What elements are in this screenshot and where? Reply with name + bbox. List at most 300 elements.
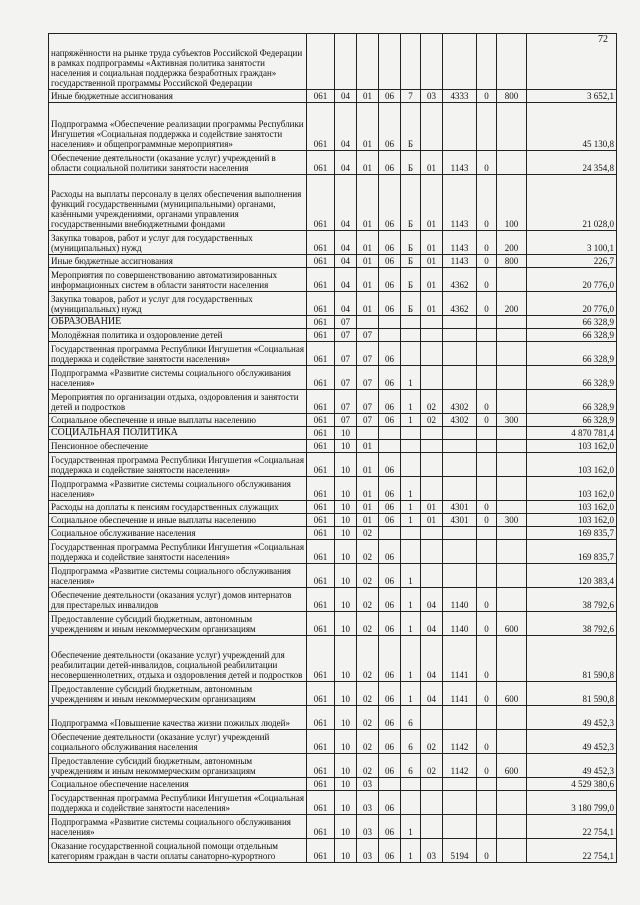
row-name: Обеспечение деятельности (оказание услуг) учреждений социального обслуживания населения	[49, 730, 307, 754]
code-cell: 01	[357, 255, 379, 268]
code-cell	[497, 730, 527, 754]
table-row	[49, 754, 617, 778]
code-cell: 6	[401, 730, 421, 754]
row-name: Закупка товаров, работ и услуг для государственных (муниципальных) нужд	[49, 231, 307, 255]
code-cell: 01	[421, 268, 443, 292]
table-row	[49, 440, 617, 453]
code-cell	[401, 540, 421, 564]
code-cell: 10	[335, 564, 357, 588]
code-cell	[421, 477, 443, 501]
code-cell	[477, 329, 497, 342]
code-cell: 5194	[443, 839, 477, 863]
code-cell: 01	[357, 453, 379, 477]
code-cell: 600	[497, 682, 527, 706]
budget-table	[48, 33, 617, 863]
code-cell	[379, 440, 401, 453]
code-cell: 061	[307, 612, 335, 636]
code-cell	[497, 151, 527, 175]
table-row	[49, 501, 617, 514]
code-cell	[443, 34, 477, 90]
code-cell: 06	[379, 268, 401, 292]
code-cell	[477, 453, 497, 477]
code-cell	[357, 34, 379, 90]
code-cell: Б	[401, 151, 421, 175]
code-cell: 10	[335, 839, 357, 863]
code-cell: 1141	[443, 636, 477, 682]
code-cell: 06	[379, 175, 401, 231]
code-cell	[401, 329, 421, 342]
code-cell: 061	[307, 588, 335, 612]
code-cell: 10	[335, 527, 357, 540]
code-cell	[497, 477, 527, 501]
code-cell: 10	[335, 706, 357, 730]
code-cell	[477, 778, 497, 791]
amount-cell: 20 776,0	[527, 268, 617, 292]
code-cell	[401, 34, 421, 90]
row-name: Обеспечение деятельности (оказание услуг) учреждений для реабилитации детей-инвалидов, социальной реабилитации несовершеннолетних, отдыха и оздоровления детей и подростков	[49, 636, 307, 682]
table-row	[49, 453, 617, 477]
code-cell: 03	[357, 815, 379, 839]
amount-cell: 21 028,0	[527, 175, 617, 231]
code-cell	[335, 34, 357, 90]
amount-cell: 20 776,0	[527, 292, 617, 316]
code-cell: 06	[379, 90, 401, 103]
table-row	[49, 636, 617, 682]
code-cell	[497, 453, 527, 477]
code-cell: 0	[477, 414, 497, 427]
code-cell	[497, 540, 527, 564]
code-cell: 02	[357, 730, 379, 754]
code-cell: 061	[307, 839, 335, 863]
code-cell	[477, 342, 497, 366]
code-cell	[497, 588, 527, 612]
code-cell: 061	[307, 103, 335, 151]
code-cell: 1	[401, 501, 421, 514]
code-cell	[497, 839, 527, 863]
code-cell: 10	[335, 514, 357, 527]
code-cell: 07	[357, 342, 379, 366]
code-cell: 1141	[443, 682, 477, 706]
table-row	[49, 839, 617, 863]
code-cell: 6	[401, 706, 421, 730]
code-cell: 04	[421, 636, 443, 682]
code-cell: 061	[307, 501, 335, 514]
code-cell: 0	[477, 151, 497, 175]
code-cell	[379, 427, 401, 440]
code-cell: 061	[307, 390, 335, 414]
amount-cell: 4 870 781,4	[527, 427, 617, 440]
code-cell: 07	[357, 329, 379, 342]
code-cell: 300	[497, 514, 527, 527]
row-name: СОЦИАЛЬНАЯ ПОЛИТИКА	[49, 427, 307, 440]
row-name: Государственная программа Республики Ингушетия «Социальная поддержка и содействие занятости населения»	[49, 342, 307, 366]
code-cell: 02	[357, 706, 379, 730]
code-cell	[477, 103, 497, 151]
code-cell	[477, 427, 497, 440]
code-cell: 061	[307, 706, 335, 730]
code-cell: 1	[401, 366, 421, 390]
code-cell: 07	[357, 414, 379, 427]
amount-cell: 49 452,3	[527, 706, 617, 730]
code-cell	[443, 366, 477, 390]
code-cell: 061	[307, 477, 335, 501]
code-cell: 06	[379, 540, 401, 564]
code-cell: 07	[335, 316, 357, 329]
row-name: Иные бюджетные ассигнования	[49, 255, 307, 268]
table-row	[49, 427, 617, 440]
table-row	[49, 292, 617, 316]
code-cell: 01	[357, 175, 379, 231]
code-cell: 200	[497, 231, 527, 255]
code-cell: 04	[335, 175, 357, 231]
code-cell	[401, 453, 421, 477]
code-cell: 1140	[443, 588, 477, 612]
row-name: Социальное обслуживание населения	[49, 527, 307, 540]
code-cell: 600	[497, 612, 527, 636]
code-cell: 1	[401, 414, 421, 427]
code-cell	[421, 453, 443, 477]
code-cell: 01	[357, 501, 379, 514]
code-cell: 061	[307, 231, 335, 255]
code-cell: 06	[379, 730, 401, 754]
code-cell: 4301	[443, 514, 477, 527]
code-cell: 06	[379, 564, 401, 588]
code-cell: 10	[335, 588, 357, 612]
table-row	[49, 414, 617, 427]
table-row	[49, 778, 617, 791]
row-name: Государственная программа Республики Ингушетия «Социальная поддержка и содействие занятости населения»	[49, 540, 307, 564]
code-cell: 10	[335, 754, 357, 778]
code-cell: 07	[335, 366, 357, 390]
table-row	[49, 342, 617, 366]
amount-cell: 3 100,1	[527, 231, 617, 255]
code-cell	[443, 316, 477, 329]
code-cell: 1142	[443, 754, 477, 778]
row-name: Подпрограмма «Развитие системы социального обслуживания населения»	[49, 564, 307, 588]
table-row	[49, 564, 617, 588]
code-cell: 061	[307, 316, 335, 329]
code-cell: Б	[401, 175, 421, 231]
code-cell: 10	[335, 453, 357, 477]
row-name: Молодёжная политика и оздоровление детей	[49, 329, 307, 342]
code-cell	[497, 268, 527, 292]
amount-cell: 81 590,8	[527, 682, 617, 706]
code-cell: 1	[401, 612, 421, 636]
amount-cell	[527, 34, 617, 90]
amount-cell: 22 754,1	[527, 839, 617, 863]
code-cell	[477, 706, 497, 730]
amount-cell: 66 328,9	[527, 366, 617, 390]
code-cell	[443, 427, 477, 440]
code-cell: 0	[477, 730, 497, 754]
code-cell: 01	[357, 292, 379, 316]
code-cell: 10	[335, 540, 357, 564]
code-cell: 061	[307, 427, 335, 440]
code-cell: 4302	[443, 414, 477, 427]
code-cell	[477, 477, 497, 501]
code-cell	[497, 427, 527, 440]
code-cell: 0	[477, 754, 497, 778]
code-cell: 10	[335, 427, 357, 440]
amount-cell: 38 792,6	[527, 588, 617, 612]
code-cell	[477, 316, 497, 329]
code-cell: 10	[335, 440, 357, 453]
code-cell: 061	[307, 564, 335, 588]
table-row	[49, 103, 617, 151]
code-cell	[443, 477, 477, 501]
code-cell	[401, 427, 421, 440]
row-name: Предоставление субсидий бюджетным, автономным учреждениям и иным некоммерческим организациям	[49, 682, 307, 706]
code-cell: 1140	[443, 612, 477, 636]
amount-cell: 169 835,7	[527, 540, 617, 564]
code-cell: 06	[379, 151, 401, 175]
code-cell	[443, 540, 477, 564]
code-cell: 03	[421, 839, 443, 863]
code-cell: 01	[421, 255, 443, 268]
code-cell	[497, 501, 527, 514]
amount-cell: 103 162,0	[527, 514, 617, 527]
code-cell: 4301	[443, 501, 477, 514]
code-cell: 1143	[443, 151, 477, 175]
table-row	[49, 390, 617, 414]
code-cell	[497, 342, 527, 366]
code-cell	[421, 329, 443, 342]
code-cell	[443, 815, 477, 839]
code-cell	[497, 329, 527, 342]
code-cell: 04	[335, 90, 357, 103]
code-cell: 061	[307, 151, 335, 175]
code-cell	[497, 440, 527, 453]
amount-cell: 3 180 799,0	[527, 791, 617, 815]
code-cell: 10	[335, 501, 357, 514]
code-cell	[443, 564, 477, 588]
code-cell: 02	[357, 612, 379, 636]
code-cell: 06	[379, 477, 401, 501]
code-cell	[497, 390, 527, 414]
table-row	[49, 527, 617, 540]
amount-cell: 45 130,8	[527, 103, 617, 151]
table-row	[49, 366, 617, 390]
code-cell	[401, 791, 421, 815]
code-cell: 06	[379, 612, 401, 636]
code-cell: 02	[421, 390, 443, 414]
row-name: Социальное обеспечение населения	[49, 778, 307, 791]
code-cell: 061	[307, 791, 335, 815]
code-cell	[497, 527, 527, 540]
code-cell: 03	[357, 778, 379, 791]
code-cell: 0	[477, 292, 497, 316]
code-cell: 061	[307, 342, 335, 366]
code-cell	[497, 791, 527, 815]
code-cell: 06	[379, 103, 401, 151]
code-cell: 1	[401, 839, 421, 863]
amount-cell: 66 328,9	[527, 414, 617, 427]
code-cell	[421, 540, 443, 564]
code-cell: 02	[357, 564, 379, 588]
row-name: Государственная программа Республики Ингушетия «Социальная поддержка и содействие занятости населения»	[49, 453, 307, 477]
code-cell	[421, 564, 443, 588]
amount-cell: 22 754,1	[527, 815, 617, 839]
code-cell: 061	[307, 778, 335, 791]
code-cell: 04	[421, 612, 443, 636]
code-cell	[379, 316, 401, 329]
code-cell: 06	[379, 588, 401, 612]
code-cell	[421, 427, 443, 440]
code-cell	[477, 564, 497, 588]
table-row	[49, 477, 617, 501]
code-cell	[357, 316, 379, 329]
code-cell: 04	[335, 292, 357, 316]
code-cell: 02	[357, 754, 379, 778]
code-cell: 1143	[443, 231, 477, 255]
code-cell	[477, 527, 497, 540]
row-name: Социальное обеспечение и иные выплаты населению	[49, 414, 307, 427]
code-cell	[421, 34, 443, 90]
code-cell: 01	[357, 231, 379, 255]
code-cell: 1	[401, 815, 421, 839]
amount-cell: 103 162,0	[527, 453, 617, 477]
code-cell: 04	[335, 151, 357, 175]
code-cell: 01	[357, 477, 379, 501]
code-cell: 06	[379, 706, 401, 730]
code-cell: 061	[307, 90, 335, 103]
code-cell	[443, 440, 477, 453]
code-cell: 01	[421, 175, 443, 231]
table-row	[49, 612, 617, 636]
table-row	[49, 514, 617, 527]
code-cell: 06	[379, 255, 401, 268]
code-cell: 02	[421, 730, 443, 754]
code-cell: Б	[401, 292, 421, 316]
code-cell: 1	[401, 390, 421, 414]
code-cell: 061	[307, 440, 335, 453]
code-cell	[443, 791, 477, 815]
row-name: Обеспечение деятельности (оказания услуг) домов интернатов для престарелых инвалидов	[49, 588, 307, 612]
code-cell: 200	[497, 292, 527, 316]
amount-cell: 226,7	[527, 255, 617, 268]
code-cell: 0	[477, 588, 497, 612]
table-row	[49, 588, 617, 612]
amount-cell: 66 328,9	[527, 342, 617, 366]
code-cell: 10	[335, 477, 357, 501]
code-cell: 4362	[443, 268, 477, 292]
code-cell: 01	[357, 268, 379, 292]
code-cell: 4302	[443, 390, 477, 414]
code-cell: 01	[357, 90, 379, 103]
code-cell: Б	[401, 255, 421, 268]
code-cell	[421, 815, 443, 839]
code-cell	[443, 706, 477, 730]
amount-cell: 66 328,9	[527, 316, 617, 329]
code-cell: 01	[357, 514, 379, 527]
table-row	[49, 175, 617, 231]
amount-cell: 66 328,9	[527, 329, 617, 342]
code-cell	[443, 778, 477, 791]
table-row	[49, 255, 617, 268]
table-row	[49, 316, 617, 329]
code-cell	[497, 564, 527, 588]
code-cell: 01	[421, 231, 443, 255]
code-cell: 1	[401, 514, 421, 527]
code-cell: 061	[307, 682, 335, 706]
table-row	[49, 329, 617, 342]
table-row	[49, 34, 617, 90]
code-cell: 0	[477, 255, 497, 268]
code-cell: 800	[497, 255, 527, 268]
amount-cell: 38 792,6	[527, 612, 617, 636]
code-cell: 01	[421, 151, 443, 175]
code-cell: 10	[335, 612, 357, 636]
code-cell: 1142	[443, 730, 477, 754]
code-cell: 04	[421, 682, 443, 706]
row-name: Мероприятия по организации отдыха, оздоровления и занятости детей и подростков	[49, 390, 307, 414]
code-cell	[497, 636, 527, 682]
code-cell: 4333	[443, 90, 477, 103]
code-cell: 1	[401, 564, 421, 588]
code-cell: 0	[477, 390, 497, 414]
row-name: Расходы на доплаты к пенсиям государственных служащих	[49, 501, 307, 514]
code-cell	[421, 440, 443, 453]
amount-cell: 103 162,0	[527, 440, 617, 453]
code-cell	[477, 366, 497, 390]
code-cell: 10	[335, 815, 357, 839]
row-name: Расходы на выплаты персоналу в целях обеспечения выполнения функций государственными (муниципальными) органами, казёнными учреждениями, органами управления государственными внебюджетными фондами	[49, 175, 307, 231]
code-cell: 07	[335, 390, 357, 414]
row-name: Обеспечение деятельности (оказание услуг) учреждений в области социальной политики занятости населения	[49, 151, 307, 175]
code-cell: 0	[477, 636, 497, 682]
code-cell: 03	[357, 791, 379, 815]
row-name: напряжённости на рынке труда субъектов Российской Федерации в рамках подпрограммы «Активная политика занятости населения и социальная поддержка безработных граждан» государственной программы Российской Федерации	[49, 34, 307, 90]
code-cell: 06	[379, 791, 401, 815]
amount-cell: 3 652,1	[527, 90, 617, 103]
code-cell	[477, 440, 497, 453]
code-cell	[497, 815, 527, 839]
row-name: ОБРАЗОВАНИЕ	[49, 316, 307, 329]
row-name: Иные бюджетные ассигнования	[49, 90, 307, 103]
code-cell: 061	[307, 514, 335, 527]
code-cell: 02	[357, 682, 379, 706]
code-cell	[477, 791, 497, 815]
code-cell: 06	[379, 514, 401, 527]
code-cell: 100	[497, 175, 527, 231]
code-cell: 6	[401, 754, 421, 778]
code-cell: Б	[401, 103, 421, 151]
code-cell	[421, 527, 443, 540]
code-cell: 01	[357, 440, 379, 453]
code-cell	[421, 778, 443, 791]
code-cell: 061	[307, 414, 335, 427]
code-cell: 07	[335, 342, 357, 366]
code-cell: 061	[307, 453, 335, 477]
row-name: Оказание государственной социальной помощи отдельным категориям граждан в части оплаты санаторно-курортного	[49, 839, 307, 863]
code-cell: 061	[307, 175, 335, 231]
code-cell: 061	[307, 540, 335, 564]
amount-cell: 49 452,3	[527, 754, 617, 778]
code-cell: 1	[401, 477, 421, 501]
table-row	[49, 815, 617, 839]
code-cell	[379, 778, 401, 791]
code-cell: 0	[477, 514, 497, 527]
code-cell	[443, 329, 477, 342]
amount-cell: 24 354,8	[527, 151, 617, 175]
code-cell	[497, 366, 527, 390]
row-name: Подпрограмма «Развитие системы социального обслуживания населения»	[49, 815, 307, 839]
table-row	[49, 231, 617, 255]
code-cell: 04	[335, 255, 357, 268]
code-cell	[443, 453, 477, 477]
code-cell: 1143	[443, 175, 477, 231]
row-name: Мероприятия по совершенствованию автоматизированных информационных систем в области занятости населения	[49, 268, 307, 292]
